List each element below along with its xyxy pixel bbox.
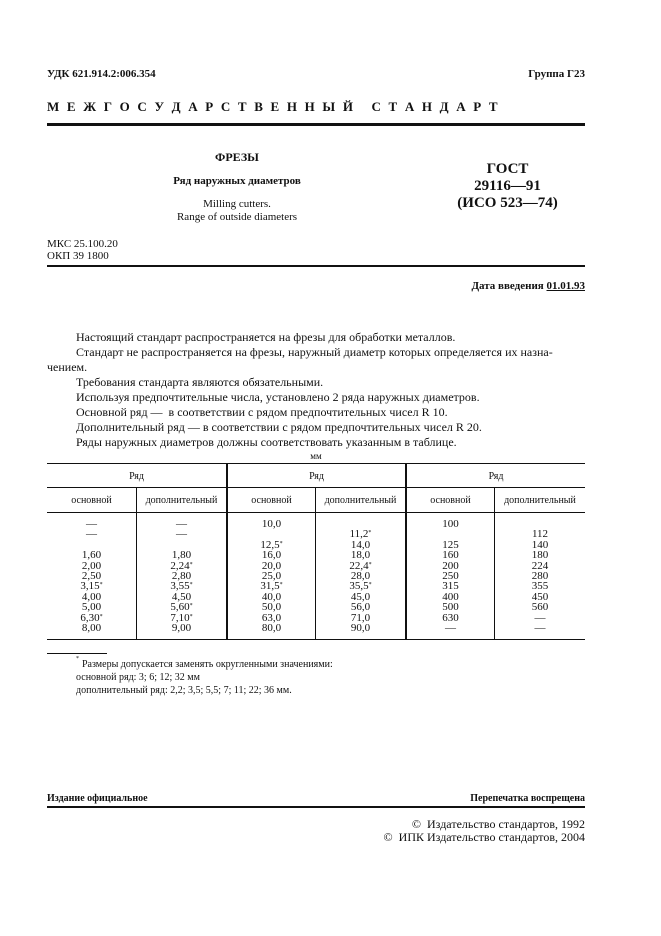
reprint-prohibited: Перепечатка воспрещена [470,793,585,804]
subheader-extra-3: дополнительный [504,495,576,506]
table-cell: 5,00 [81,601,102,614]
group-header-1: Ряд [129,471,144,482]
column-main-3 [407,519,494,633]
table-cell: 125 [442,538,459,551]
group-header-2: Ряд [309,471,324,482]
column-extra-2 [316,519,405,633]
gost-label: ГОСТ [486,161,529,177]
subheader-main-1: основной [71,495,112,506]
table-cell: 71,0 [350,611,371,624]
table-cell: 16,0 [261,549,282,562]
table-cell: — [86,518,97,530]
table-cell: 100 [442,518,459,530]
table-cell: 280 [531,569,549,582]
table-cell: 112 [531,528,549,541]
table-unit: мм [310,451,322,461]
table-cell: 9,00 [171,621,192,634]
group-code: Группа Г23 [528,68,585,80]
table-cell: 2,50 [81,569,102,582]
body-text [47,330,585,450]
intro-date-value: 01.01.93 [546,280,585,292]
table-cell: 5,60* [170,601,193,614]
table-cell: 224 [531,559,549,572]
subheader-extra-2: дополнительный [324,495,397,506]
table-top-rule [47,463,585,464]
table-cell: 10,0 [261,518,282,530]
table-cell: 14,0 [350,538,371,551]
footnote-line-1: Размеры допускается заменять округленными значениями: [82,659,333,670]
table-cell: 90,0 [350,621,371,634]
intro-date-label: Дата введения [471,280,544,292]
table-cell: — [445,621,456,634]
gost-number: 29116—91 [474,178,541,194]
table-cell: 22,4* [349,559,372,572]
footer-rule [47,806,585,808]
column-main-1 [47,519,136,633]
table-cell: 80,0 [261,621,282,634]
paragraph-extra-row: Дополнительный ряд — в соответствии с рядом предпочтительных чисел R 20. [76,420,482,434]
table-cell: — [176,528,187,541]
table-cell: 3,55* [170,580,193,593]
paragraph-mandatory: Требования стандарта являются обязательными. [76,375,324,389]
intro-date [471,280,585,292]
udk-code: УДК 621.914.2:006.354 [47,68,156,80]
document-subtitle: Ряд наружных диаметров [173,175,301,187]
paragraph-table-ref: Ряды наружных диаметров должны соответствовать указанным в таблице. [76,435,457,449]
copyright-1992: © Издательство стандартов, 1992 [411,817,585,831]
table-cell: 7,10* [170,611,193,624]
table-cell: 2,00 [81,559,102,572]
gost-number-block [430,161,585,212]
table-cell: 2,24* [170,559,193,572]
table-cell: 400 [442,590,459,603]
table-cell: 50,0 [261,601,282,614]
document-title: ФРЕЗЫ [215,150,259,164]
table-cell: 2,80 [171,569,192,582]
paragraph-scope: Настоящий стандарт распространяется на фрезы для обработки металлов. [76,330,456,344]
table-cell: — [534,621,546,634]
copyright-2004: © ИПК Издательство стандартов, 2004 [383,830,585,844]
official-edition: Издание официальное [47,793,148,804]
paragraph-exclusion: Стандарт не распространяется на фрезы, наружный диаметр которых определяется их назна- [76,345,553,359]
table-cell: 35,5* [349,580,372,593]
table-cell: 25,0 [261,569,282,582]
table-cell: 18,0 [350,549,371,562]
column-extra-1 [137,519,226,633]
english-title: Milling cutters. [203,198,271,210]
table-cell: — [534,611,546,624]
subheader-main-3: основной [430,495,471,506]
table-cell: 200 [442,559,459,572]
table-header-rule [47,512,585,513]
table-cell: 40,0 [261,590,282,603]
table-cell: 11,2* [349,528,372,541]
title-rule [47,265,585,267]
table-cell: 450 [531,590,549,603]
paragraph-exclusion-cont: чением. [47,360,88,374]
subheader-main-2: основной [251,495,292,506]
table-cell: 250 [442,569,459,582]
table-cell: 140 [531,538,549,551]
table-cell: 20,0 [261,559,282,572]
group-header-3: Ряд [488,471,504,482]
mks-code: МКС 25.100.20 [47,238,118,250]
footnote-line-2: основной ряд: 3; 6; 12; 32 мм [76,672,200,683]
table-cell: 1,60 [81,549,102,562]
table-cell: 8,00 [81,621,102,634]
table-cell: 630 [442,611,459,624]
table-cell: 4,50 [171,590,192,603]
table-cell: 31,5* [260,580,283,593]
table-cell: 500 [442,601,459,614]
table-cell: 355 [531,580,549,593]
header-rule [47,123,585,126]
table-cell: 28,0 [350,569,371,582]
footnote-mark: * [76,656,79,662]
table-cell: 4,00 [81,590,102,603]
table-cell: 1,80 [171,549,192,562]
table-cell: 12,5* [260,538,283,551]
column-extra-3 [495,519,585,633]
table-bottom-rule [47,639,585,640]
iso-number: (ИСО 523—74) [457,195,558,211]
table-cell: 56,0 [350,601,371,614]
table-cell: — [176,518,187,530]
table-cell: 45,0 [350,590,371,603]
table-cell: 3,15* [80,580,103,593]
paragraph-main-row: Основной ряд — в соответствии с рядом предпочтительных чисел R 10. [76,405,448,419]
table-cell: 180 [531,549,549,562]
table-cell: 560 [531,601,549,614]
okp-code: ОКП 39 1800 [47,250,109,262]
column-main-2 [228,519,315,633]
subheader-extra-1: дополнительный [145,495,218,506]
table-cell: 160 [442,549,459,562]
footnote-rule [47,653,107,654]
table-mid-rule [47,487,585,488]
table-cell: 63,0 [261,611,282,624]
interstate-standard-banner: М Е Ж Г О С У Д А Р С Т В Е Н Н Ы Й С Т А Н Д А Р Т [47,99,500,114]
paragraph-two-rows: Используя предпочтительные числа, установлено 2 ряда наружных диаметров. [76,390,480,404]
table-cell: — [86,528,97,541]
english-subtitle: Range of outside diameters [176,211,298,223]
footnote-line-3: дополнительный ряд: 2,2; 3,5; 5,5; 7; 11; 22; 36 мм. [76,685,292,696]
table-cell: 315 [442,580,459,593]
table-cell: 6,30* [80,611,103,624]
